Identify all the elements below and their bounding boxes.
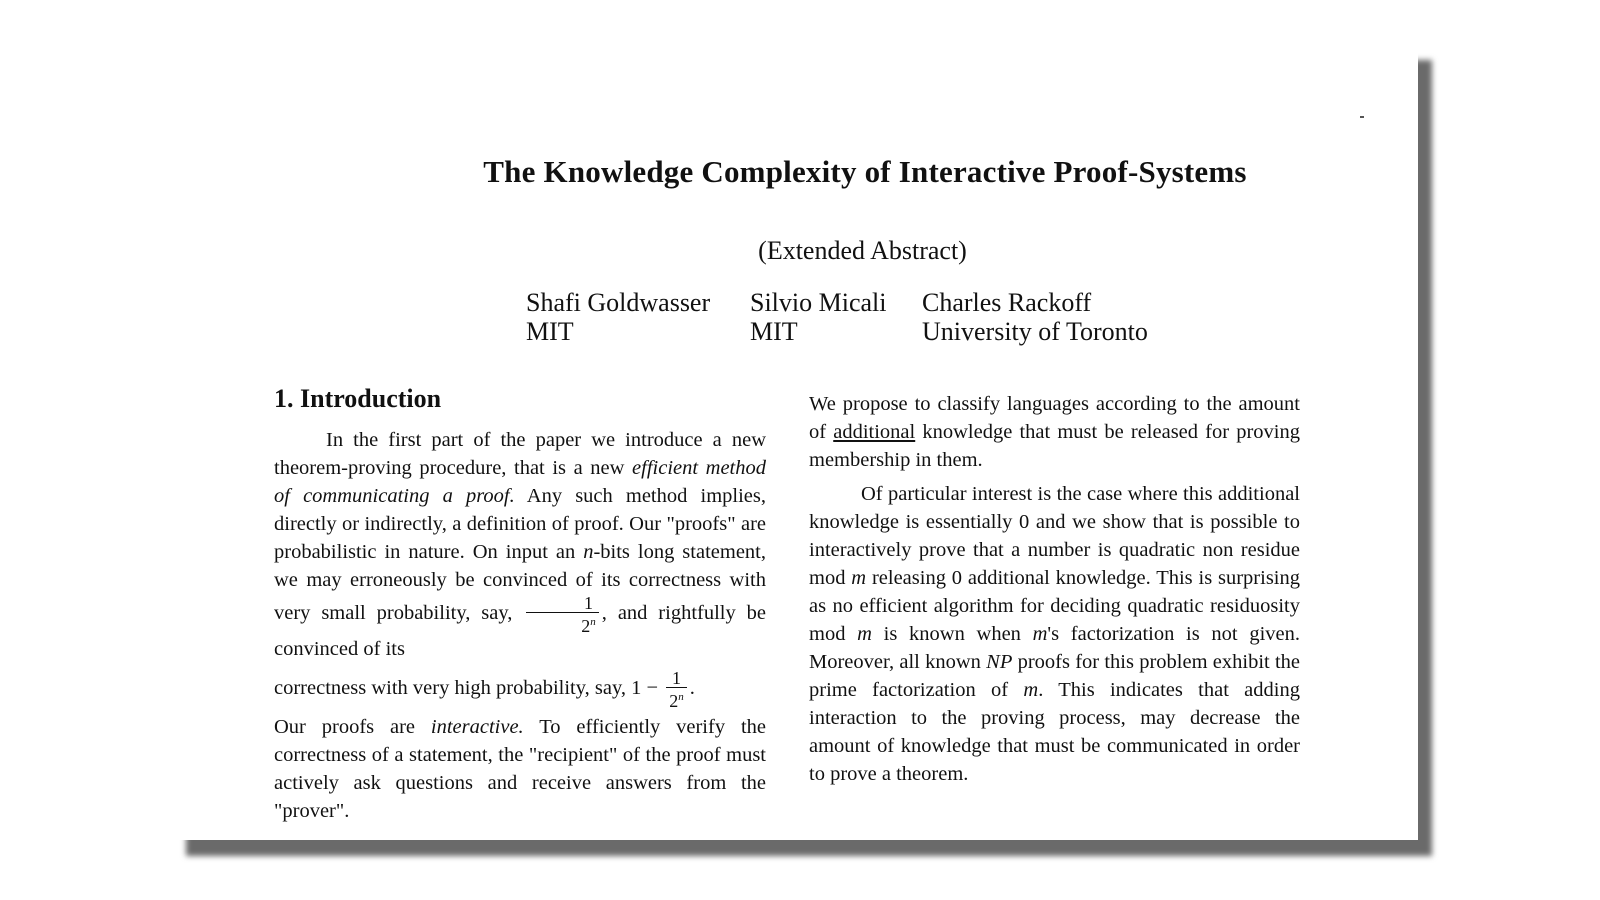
math-line: correctness with very high probability, say, 1 − $\frac{1}{2^n}$ . [274, 667, 695, 711]
intro-paragraph: In the first part of the paper we introduce a new theorem-proving procedure, that is a new efficient method of communicating a proof. Any such method implies, directly or indirectly, a definition of proof. Our "proofs" are probabilistic in nature. On input an n-bits long statement, we may erroneously be convinced of its correctness with very small probability, say, $\frac{1}{2^n}$ , and rightfully be convinced of its [274, 429, 766, 660]
scan-speck [1360, 116, 1364, 118]
author-affiliation: MIT [750, 317, 798, 346]
paper-subtitle: (Extended Abstract) [758, 236, 967, 265]
author-affiliation: MIT [526, 317, 574, 346]
left-column [274, 426, 766, 825]
author-name: Charles Rackoff [922, 288, 1092, 317]
author-name: Shafi Goldwasser [526, 288, 711, 317]
author-block [922, 288, 1148, 346]
paper-title: The Knowledge Complexity of Interactive Proof-Systems [483, 154, 1247, 189]
section-title: Introduction [300, 384, 442, 413]
fraction: $\frac{1}{2^n}$ [526, 594, 599, 635]
section-heading [274, 384, 441, 414]
body-paragraph: Of particular interest is the case where this additional knowledge is essentially 0 and we show that is possible to interactively prove that a number is quadratic non residue mod m releasing 0 additional knowledge. This is surprising as no efficient algorithm for deciding quadratic residuosity mod m is known when m's factorization is not given. Moreover, all known NP proofs for this problem exhibit the prime factorization of m. This indicates that adding interaction to the proving process, may decrease the amount of knowledge that must be communicated in order to prove a theorem. [809, 483, 1301, 785]
paper-page [172, 44, 1418, 840]
author-block [750, 288, 887, 346]
body-paragraph: We propose to classify languages according to the amount of additional knowledge that must be released for proving membership in them. [809, 393, 1300, 471]
fraction: $\frac{1}{2^n}$ [666, 669, 687, 710]
author-name: Silvio Micali [750, 288, 887, 317]
author-block [526, 288, 710, 346]
intro-paragraph-cont: Our proofs are interactive. To efficiently verify the correctness of a statement, the "recipient" of the proof must actively ask questions and receive answers from the "prover". [274, 716, 766, 822]
author-affiliation: University of Toronto [922, 317, 1148, 346]
right-column [809, 390, 1300, 788]
section-number: 1. [274, 384, 294, 413]
